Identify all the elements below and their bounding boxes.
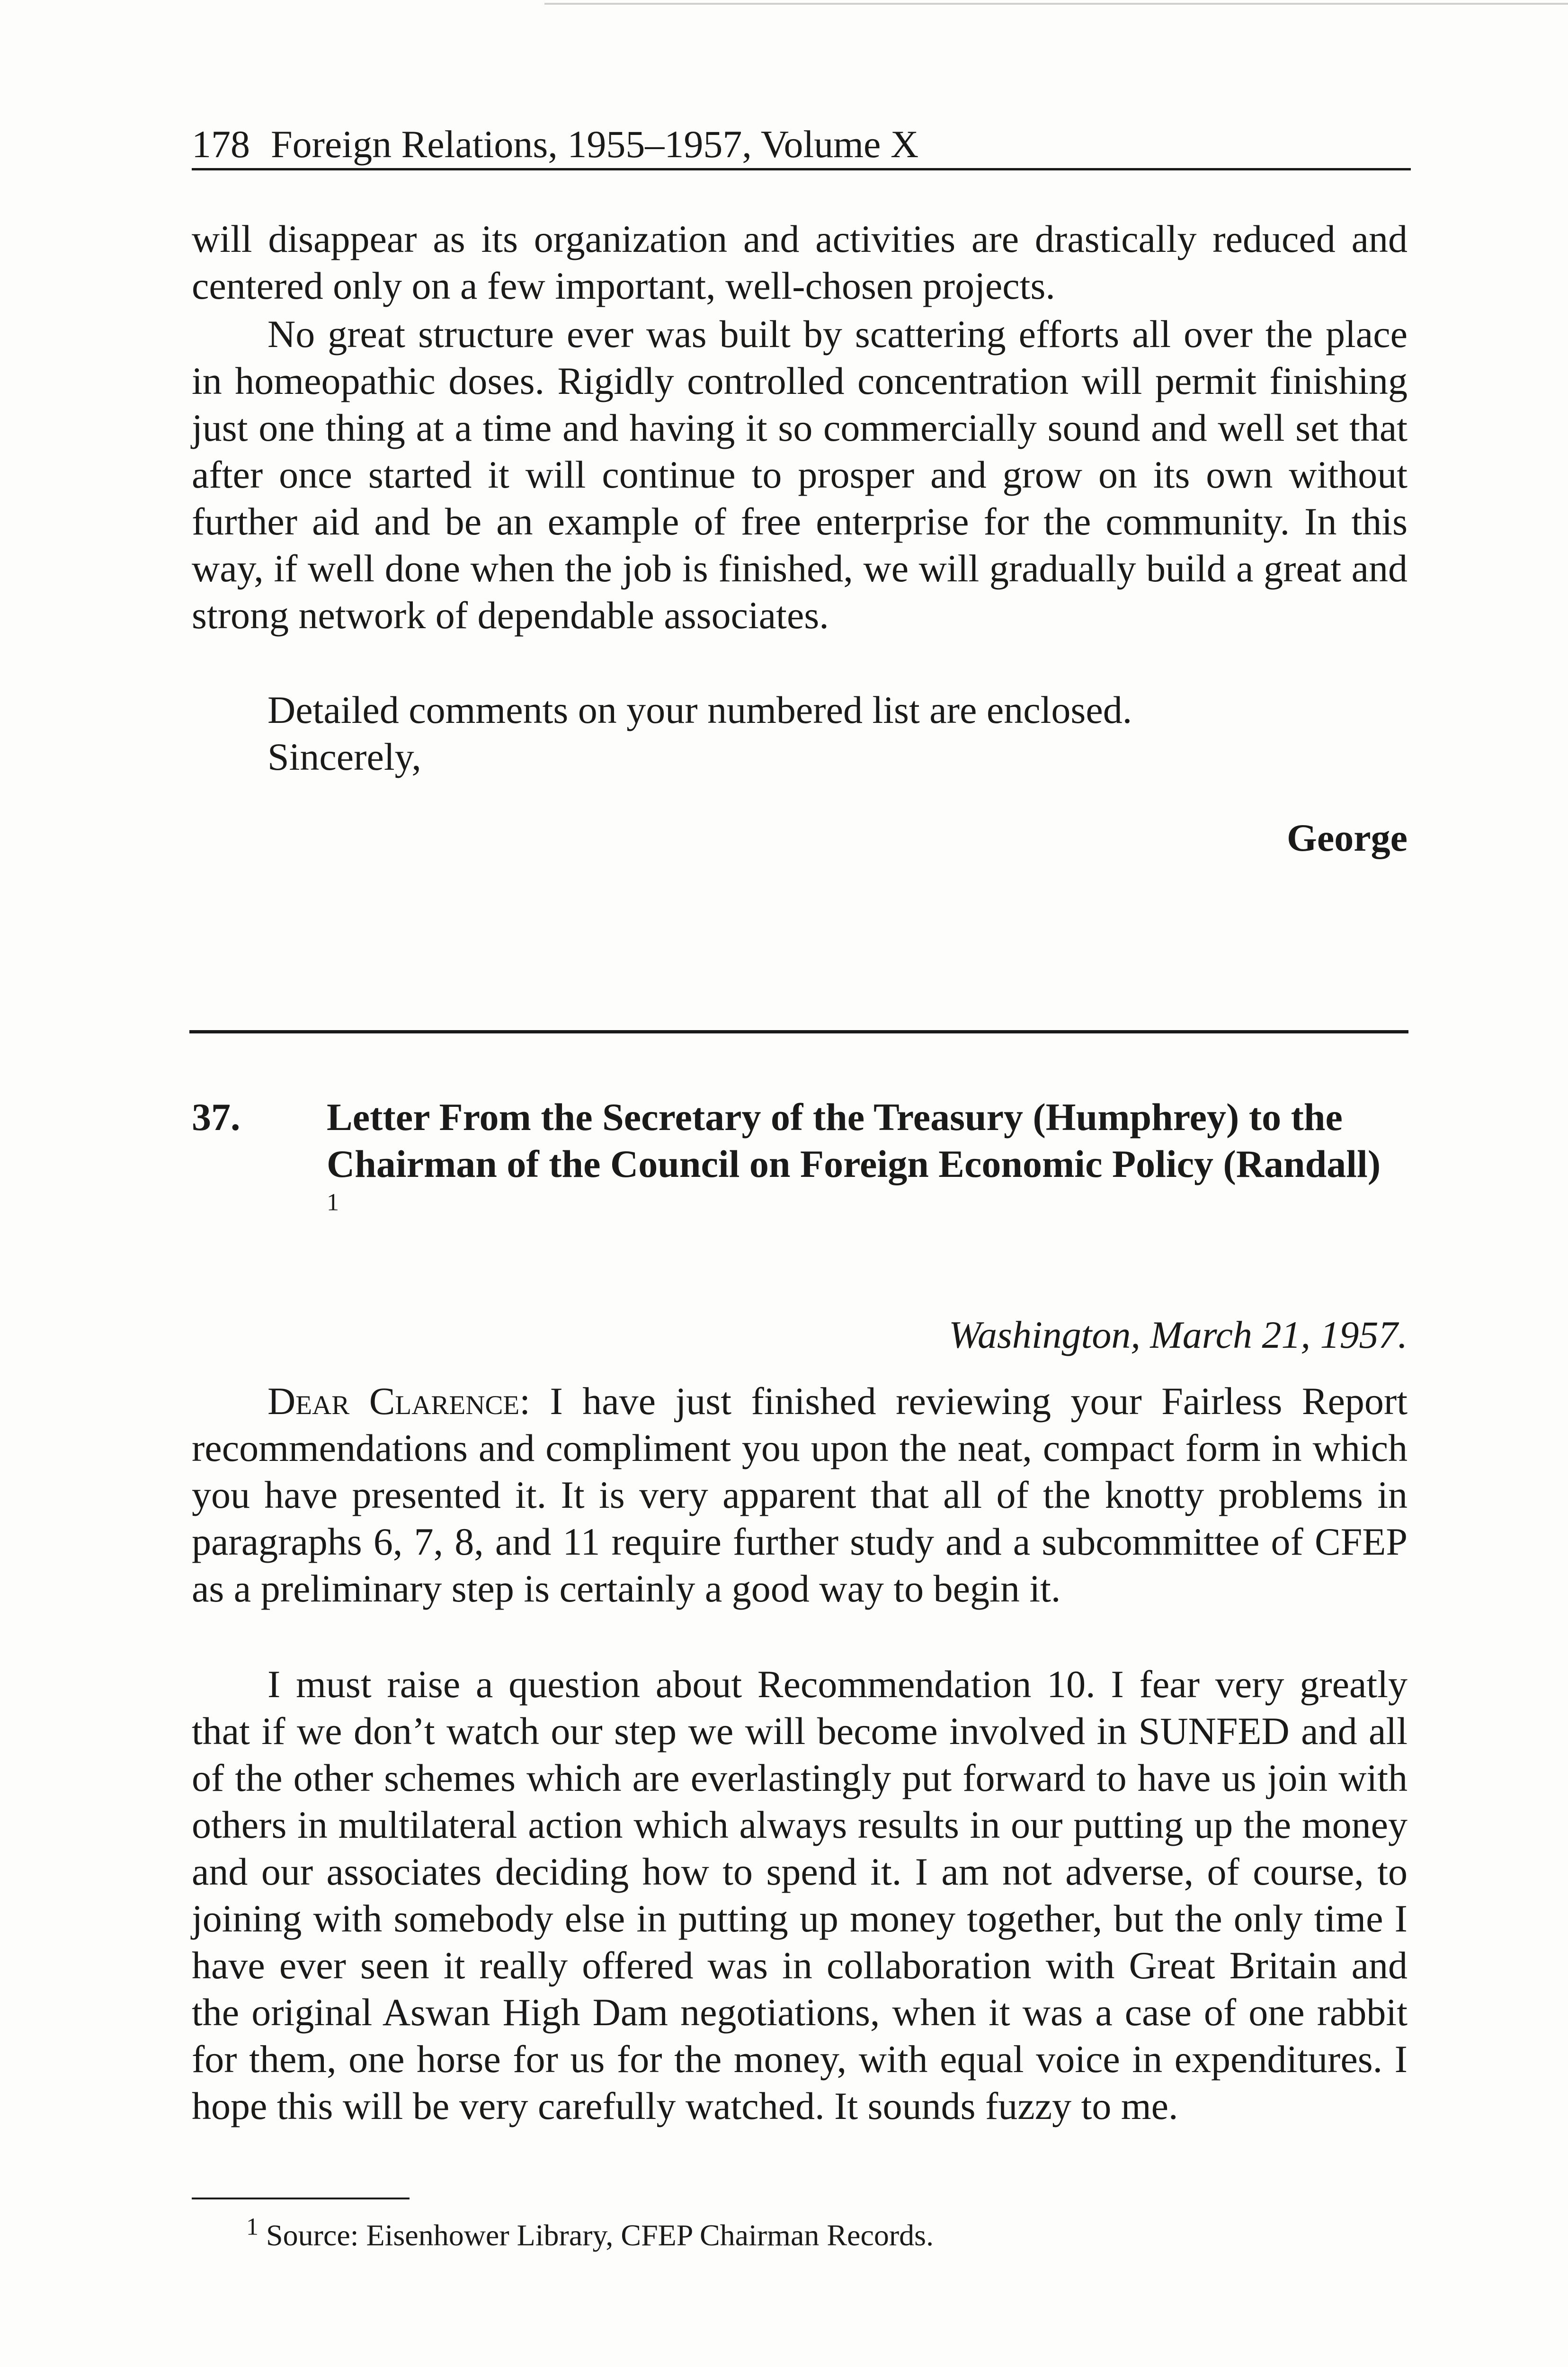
document-number: 37. [192,1095,241,1139]
paragraph-structure: No great structure ever was built by scattering efforts all over the place in homeopathic doses. Rigidly controlled concentration will permit finishing just one thing at a time and having it so commercially sound and well set that after once started it will continue to prosper and grow on its own without further aid and be an example of free enterprise for the community. In this way, if well done when the job is finished, we will gradually build a great and strong network of dependable associates. [192,312,1408,637]
dateline: Washington, March 21, 1957. [949,1313,1408,1356]
paragraph-detailed-comments: Detailed comments on your numbered list are enclosed. [267,688,1132,731]
continued-paragraph: will disappear as its organization and activities are drastically reduced and centered only on a few important, well-chosen projects. [192,217,1408,307]
document-separator-rule [189,1030,1408,1033]
footnote-rule [192,2198,410,2199]
letter-paragraph-1-text: I have just finished reviewing your Fairless Report recommendations and compliment you upon the neat, compact form in which you have presented it. It is very apparent that all of the knotty problems in paragraphs 6, 7, 8, and 11 require further study and a subcommittee of CFEP as a preliminary step is certainly a good way to begin it. [192,1379,1408,1610]
footnote [246,2213,934,2255]
closing-sincerely: Sincerely, [267,735,421,778]
letter-paragraph-1 [192,1378,1408,1612]
running-head-rule [192,168,1411,170]
volume-title: Foreign Relations, 1955–1957, Volume X [271,123,919,166]
page-top-edge-line [544,3,1568,5]
title-footnote-marker: 1 [327,1189,339,1216]
footnote-marker: 1 [246,2213,258,2241]
page-number: 178 [192,123,250,166]
salutation: Dear Clarence: [267,1379,530,1423]
document-title-text: Letter From the Secretary of the Treasury (Humphrey) to the Chairman of the Council on Foreign Economic Policy (Randall) [327,1095,1381,1185]
document-title [327,1094,1401,1234]
signature-george: George [1287,816,1408,859]
letter-paragraph-2: I must raise a question about Recommendation 10. I fear very greatly that if we don’t watch our step we will become involved in SUNFED and all of the other schemes which are everlastingly put forward to have us join with others in multilateral action which always results in our putting up the money and our associates deciding how to spend it. I am not adverse, of course, to joining with somebody else in putting up money together, but the only time I have ever seen it really offered was in collaboration with Great Britain and the original Aswan High Dam negotiations, when it was a case of one rabbit for them, one horse for us for the money, with equal voice in expenditures. I hope this will be very carefully watched. It sounds fuzzy to me. [192,1663,1408,2127]
running-head [192,118,1411,170]
footnote-text: Source: Eisenhower Library, CFEP Chairman Records. [266,2218,934,2252]
